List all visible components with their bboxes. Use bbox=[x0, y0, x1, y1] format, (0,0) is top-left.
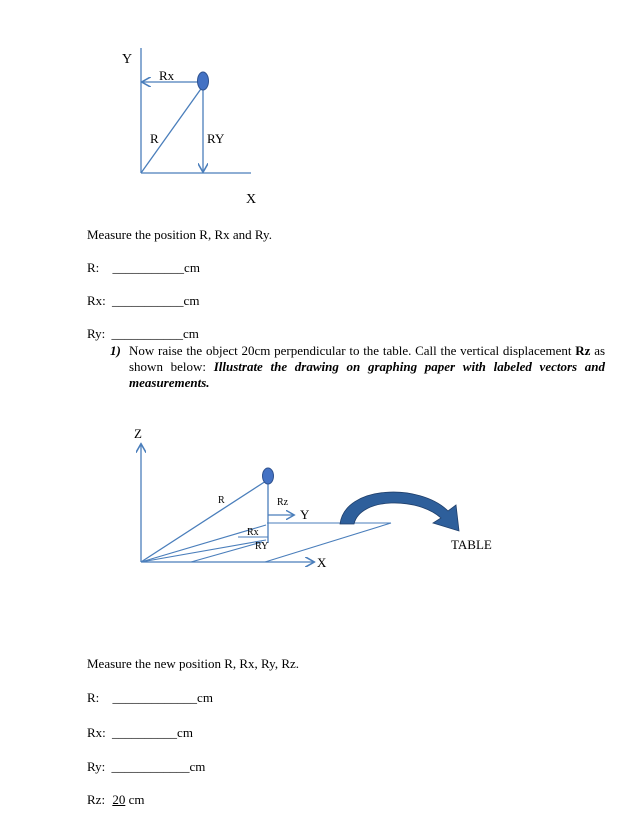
x-axis-label-3d: X bbox=[317, 555, 327, 570]
row-label: R: bbox=[87, 690, 100, 705]
table-edge-right bbox=[265, 523, 391, 562]
z-axis-label: Z bbox=[134, 426, 142, 441]
table-edge-inner bbox=[191, 542, 262, 562]
unit: cm bbox=[183, 326, 199, 341]
unit: cm bbox=[177, 725, 193, 740]
object-dot bbox=[198, 72, 209, 90]
step-text-2: as shown below: bbox=[129, 343, 606, 374]
answer-blank[interactable]: ____________ bbox=[111, 759, 190, 774]
answer-blank[interactable]: _____________ bbox=[112, 690, 198, 705]
rx-label-3d: Rx bbox=[247, 527, 259, 538]
r-vector bbox=[141, 86, 203, 173]
row-label: Ry: bbox=[87, 326, 106, 341]
row-label: Ry: bbox=[87, 759, 106, 774]
answer-row-rx bbox=[87, 293, 199, 309]
answer-row-ry-2 bbox=[87, 759, 205, 775]
instruction-1: Measure the position R, Rx and Ry. bbox=[87, 227, 272, 242]
answer-row-rx-2 bbox=[87, 725, 193, 741]
step-number: 1) bbox=[110, 343, 121, 358]
answer-blank[interactable]: ___________ bbox=[111, 326, 184, 341]
row-label: Rx: bbox=[87, 725, 106, 740]
r-vector-3d bbox=[141, 481, 269, 562]
rx-label: Rx bbox=[159, 68, 175, 83]
rz-label: Rz bbox=[277, 497, 289, 508]
row-label: R: bbox=[87, 260, 100, 275]
object-dot-3d bbox=[263, 468, 274, 484]
table-pointer-arrow bbox=[340, 492, 459, 531]
answer-row-rz bbox=[87, 792, 144, 808]
r-label: R bbox=[150, 131, 159, 146]
x-axis-label: X bbox=[246, 192, 257, 207]
unit: cm bbox=[183, 293, 200, 308]
row-label: Rz: bbox=[87, 792, 106, 807]
row-label: Rx: bbox=[87, 293, 106, 308]
step-paragraph bbox=[129, 343, 605, 391]
table-label: TABLE bbox=[451, 537, 492, 552]
answer-row-ry bbox=[87, 326, 199, 342]
unit: cm bbox=[189, 759, 206, 774]
y-axis-label-3d: Y bbox=[300, 507, 310, 522]
instruction-2: Measure the new position R, Rx, Ry, Rz. bbox=[87, 656, 300, 671]
rz-value: 20 bbox=[112, 792, 126, 807]
answer-blank[interactable]: ___________ bbox=[112, 293, 184, 308]
unit: cm bbox=[197, 690, 213, 705]
answer-row-r bbox=[87, 260, 200, 276]
y-axis-label: Y bbox=[122, 52, 133, 67]
r-label-3d: R bbox=[218, 495, 225, 506]
answer-row-r-2 bbox=[87, 690, 213, 706]
answer-blank[interactable]: ___________ bbox=[112, 260, 185, 275]
ry-label: RY bbox=[207, 131, 225, 146]
step-text-1: Now raise the object 20cm perpendicular to the table. Call the vertical displacement bbox=[129, 343, 572, 358]
diagram-2d-vectors bbox=[0, 0, 640, 215]
step-emphasis: Illustrate the drawing on graphing paper with labeled vectors and measurements. bbox=[129, 359, 605, 390]
answer-blank[interactable]: __________ bbox=[112, 725, 178, 740]
ry-label-3d: RY bbox=[255, 541, 269, 552]
rz-symbol: Rz bbox=[575, 343, 591, 358]
diagram-3d-vectors bbox=[0, 415, 640, 590]
unit: cm bbox=[184, 260, 200, 275]
unit: cm bbox=[128, 792, 145, 807]
